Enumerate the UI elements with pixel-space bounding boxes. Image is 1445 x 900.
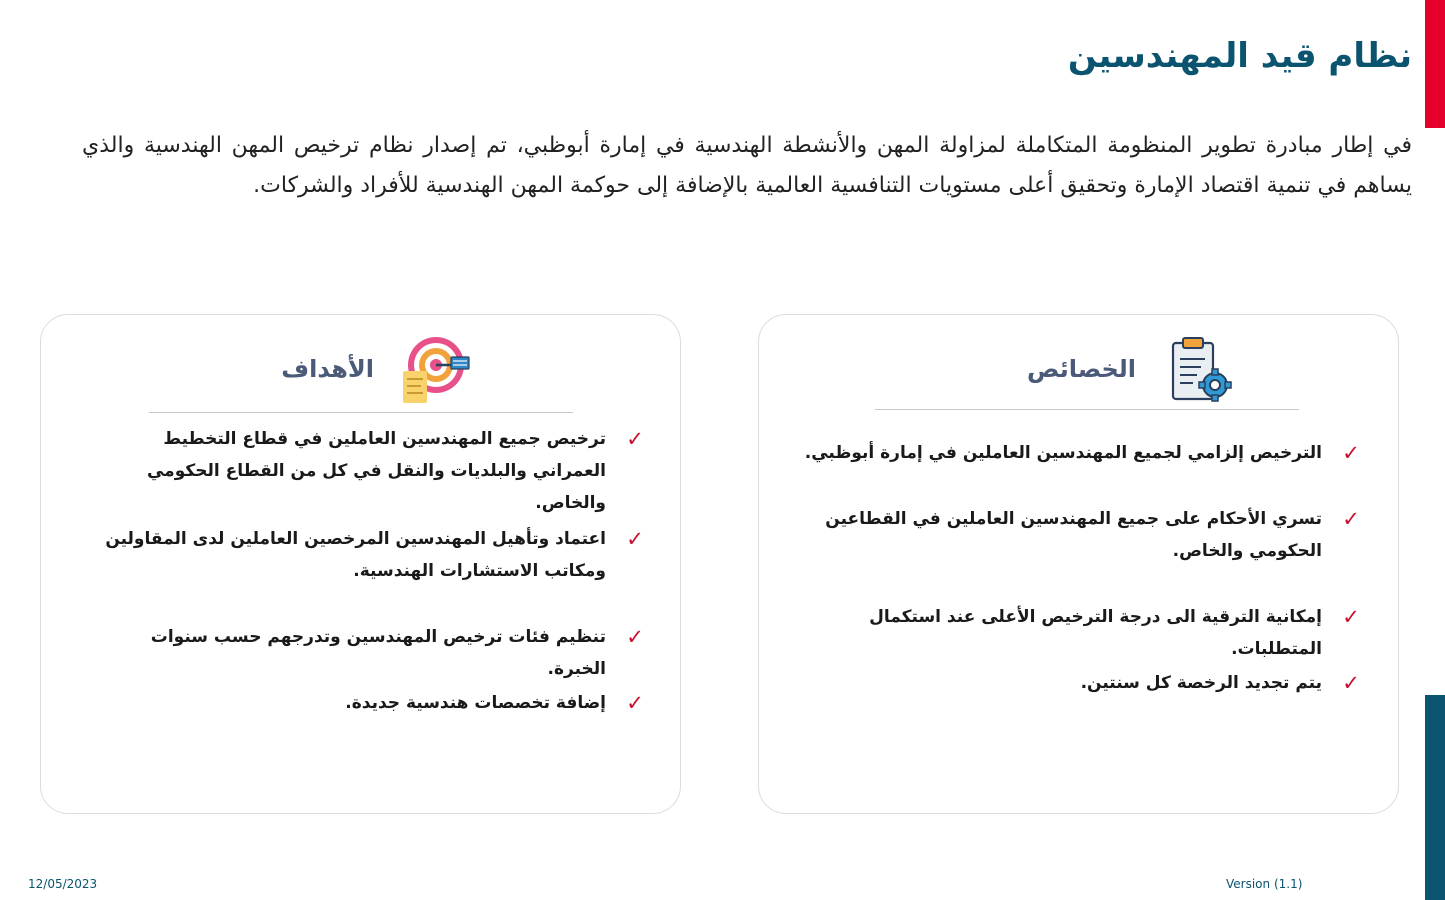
feature-item [804, 667, 1364, 699]
goal-item-text: ترخيص جميع المهندسين العاملين في قطاع التخطيط العمراني والبلديات والنقل في كل من القطاع الحكومي والخاص. [146, 429, 606, 513]
goals-divider [149, 412, 573, 413]
check-icon: ✓ [626, 527, 644, 551]
feature-item [804, 601, 1364, 665]
teal-accent-bar [1425, 695, 1445, 900]
goal-item [88, 621, 648, 685]
check-icon: ✓ [626, 691, 644, 715]
goal-item [88, 523, 648, 587]
check-icon: ✓ [1342, 507, 1360, 531]
clipboard-gear-icon [1167, 335, 1237, 405]
red-accent-bar [1425, 0, 1445, 128]
features-card [758, 314, 1399, 814]
intro-paragraph: في إطار مبادرة تطوير المنظومة المتكاملة لمزاولة المهن والأنشطة الهندسية في إمارة أبوظبي، تم إصدار نظام ترخيص المهن الهندسية والذي يساهم في تنمية اقتصاد الإمارة وتحقيق أعلى مستويات التنافسية العالمية بالإضافة إلى حوكمة المهن الهندسية للأفراد والشركات. [82, 133, 1412, 198]
footer-date: 12/05/2023 [28, 877, 98, 891]
footer-version: Version (1.1) [1226, 877, 1303, 891]
feature-item [804, 503, 1364, 567]
goal-item-text: اعتماد وتأهيل المهندسين المرخصين العاملين لدى المقاولين ومكاتب الاستشارات الهندسية. [105, 529, 606, 581]
page-title: نظام قيد المهندسين [1067, 36, 1412, 76]
check-icon: ✓ [626, 625, 644, 649]
goal-item-text: تنظيم فئات ترخيص المهندسين وتدرجهم حسب سنوات الخبرة. [150, 627, 606, 679]
check-icon: ✓ [1342, 671, 1360, 695]
feature-item-text: الترخيص إلزامي لجميع المهندسين العاملين في إمارة أبوظبي. [804, 443, 1322, 463]
check-icon: ✓ [626, 427, 644, 451]
feature-item-text: تسري الأحكام على جميع المهندسين العاملين في القطاعين الحكومي والخاص. [825, 509, 1322, 561]
features-title: الخصائص [1027, 355, 1136, 383]
feature-item [804, 437, 1364, 469]
check-icon: ✓ [1342, 605, 1360, 629]
goals-card [40, 314, 681, 814]
check-icon: ✓ [1342, 441, 1360, 465]
goal-item [88, 423, 648, 519]
goal-item-text: إضافة تخصصات هندسية جديدة. [345, 693, 606, 713]
goals-title: الأهداف [281, 355, 374, 383]
features-divider [875, 409, 1299, 410]
feature-item-text: يتم تجديد الرخصة كل سنتين. [1080, 673, 1322, 693]
target-icon [401, 335, 471, 405]
feature-item-text: إمكانية الترقية الى درجة الترخيص الأعلى عند استكمال المتطلبات. [869, 607, 1322, 659]
goal-item [88, 687, 648, 719]
